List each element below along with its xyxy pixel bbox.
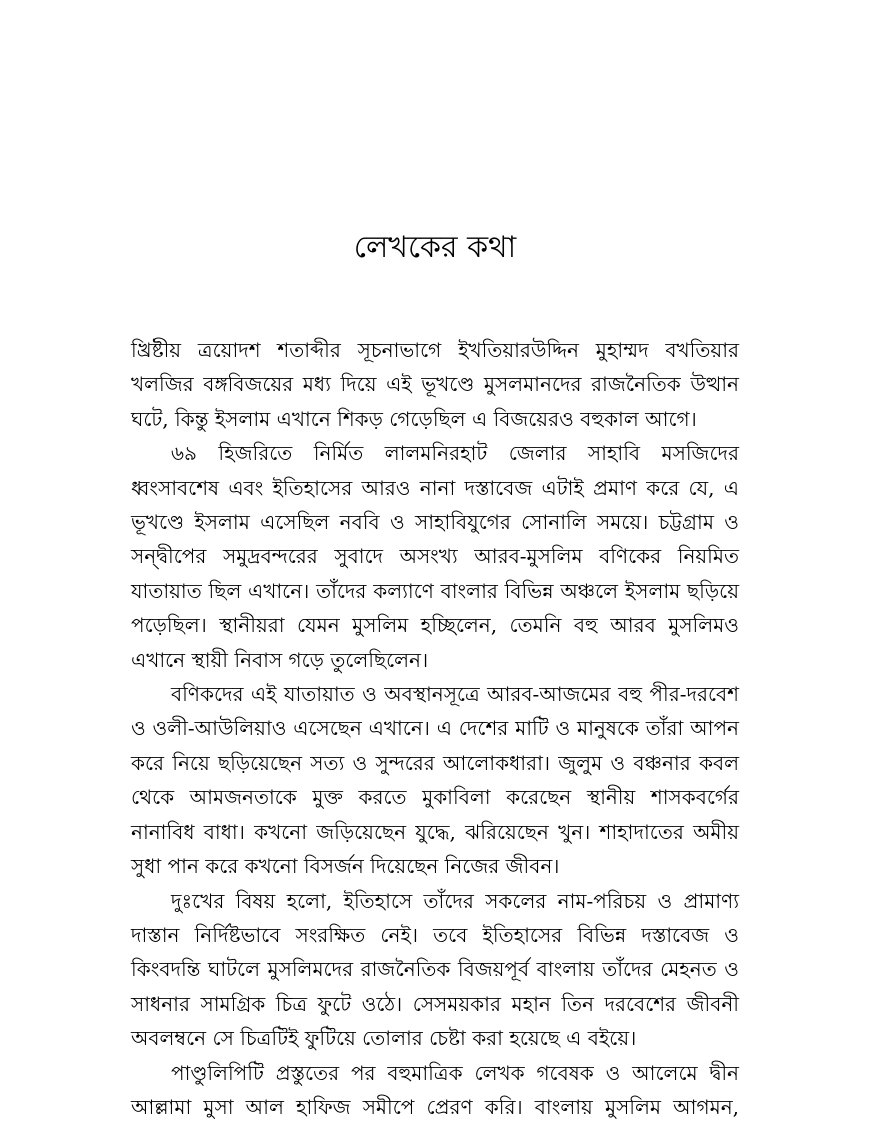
paragraph-1: খ্রিষ্টীয় ত্রয়োদশ শতাব্দীর সূচনাভাগে ইখতিয়ারউদ্দিন মুহাম্মদ বখতিয়ার খলজির বঙ্গবিজয়ের মধ্য দিয়ে এই ভূখণ্ডে মুসলমানদের রাজনৈতিক উত্থান ঘটে, কিন্তু ইসলাম এখানে শিকড় গেড়েছিল এ বিজয়েরও বহুকাল আগে। bbox=[131, 338, 739, 431]
paragraph-3: বণিকদের এই যাতায়াত ও অবস্থানসূত্রে আরব-আজমের বহু পীর-দরবেশ ও ওলী-আউলিয়াও এসেছেন এখানে। এ দেশের মাটি ও মানুষকে তাঁরা আপন করে নিয়ে ছড়িয়েছেন সত্য ও সুন্দরের আলোকধারা। জুলুম ও বঞ্চনার কবল থেকে আমজনতাকে মুক্ত করতে মুকাবিলা করেছেন স্থানীয় শাসকবর্গের নানাবিধ বাধা। কখনো জড়িয়েছেন যুদ্ধে, ঝরিয়েছেন খুন। শাহাদাতের অমীয় সুধা পান করে কখনো বিসর্জন দিয়েছেন নিজের জীবন। bbox=[131, 682, 739, 879]
paragraph-2: ৬৯ হিজরিতে নির্মিত লালমনিরহাট জেলার সাহাবি মসজিদের ধ্বংসাবশেষ এবং ইতিহাসের আরও নানা দস্তাবেজ এটাই প্রমাণ করে যে, এ ভূখণ্ডে ইসলাম এসেছিল নববি ও সাহাবিযুগের সোনালি সময়ে। চট্টগ্রাম ও সন্দ্বীপের সমুদ্রবন্দরের সুবাদে অসংখ্য আরব-মুসলিম বণিকের নিয়মিত যাতায়াত ছিল এখানে। তাঁদের কল্যাণে বাংলার বিভিন্ন অঞ্চলে ইসলাম ছড়িয়ে পড়েছিল। স্থানীয়রা যেমন মুসলিম হচ্ছিলেন, তেমনি বহু আরব মুসলিমও এখানে স্থায়ী নিবাস গড়ে তুলেছিলেন। bbox=[131, 441, 739, 672]
paragraph-4: দুঃখের বিষয় হলো, ইতিহাসে তাঁদের সকলের নাম-পরিচয় ও প্রামাণ্য দাস্তান নির্দিষ্টভাবে সংরক্ষিত নেই। তবে ইতিহাসের বিভিন্ন দস্তাবেজ ও কিংবদন্তি ঘাটলে মুসলিমদের রাজনৈতিক বিজয়পূর্ব বাংলায় তাঁদের মেহনত ও সাধনার সামগ্রিক চিত্র ফুটে ওঠে। সেসময়কার মহান তিন দরবেশের জীবনী অবলম্বনে সে চিত্রটিই ফুটিয়ে তোলার চেষ্টা করা হয়েছে এ বইয়ে। bbox=[131, 888, 739, 1051]
document-body bbox=[131, 333, 739, 1124]
paragraph-5: পাণ্ডুলিপিটি প্রস্তুতের পর বহুমাত্রিক লেখক গবেষক ও আলেমে দ্বীন আল্লামা মুসা আল হাফিজ সমীপে প্রেরণ করি। বাংলায় মুসলিম আগমন, bbox=[131, 1060, 739, 1119]
page-title: লেখকের কথা bbox=[353, 230, 517, 265]
